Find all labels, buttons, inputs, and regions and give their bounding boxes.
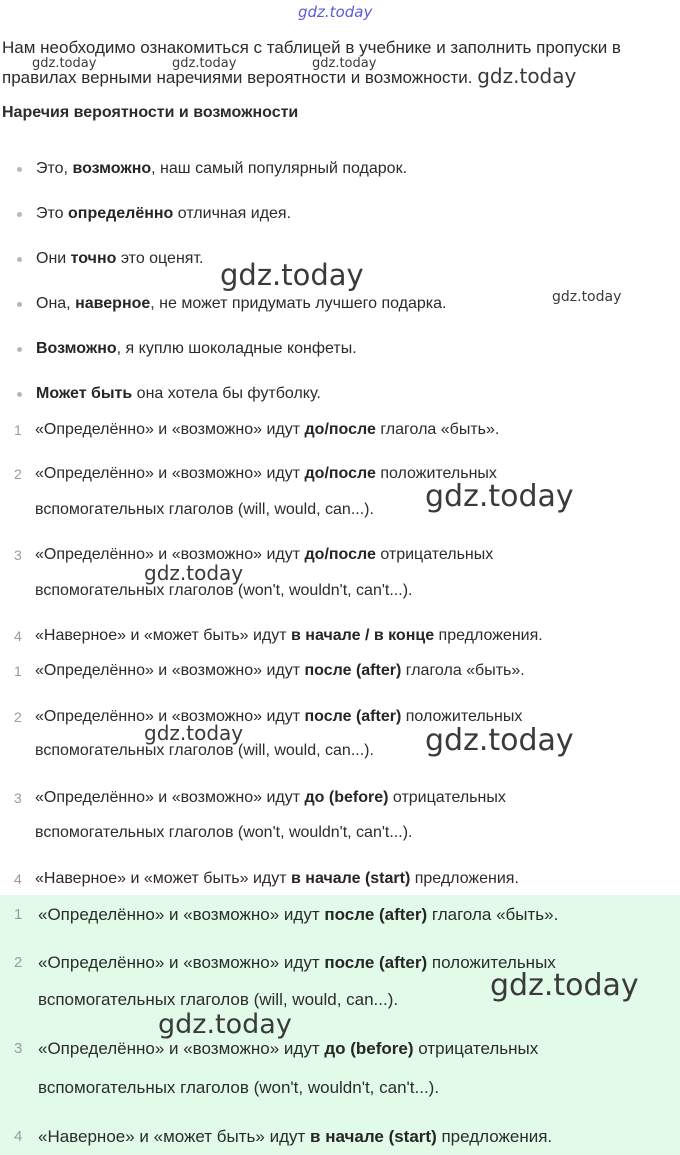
watermark-medium-1: gdz.today bbox=[144, 561, 244, 585]
watermark-large-3: gdz.today bbox=[425, 723, 574, 758]
bullet-dot-icon bbox=[17, 257, 22, 262]
watermark-top: gdz.today bbox=[298, 3, 373, 21]
answer-box: 1 «Определённо» и «возможно» идут после (after) глагола «быть». 2 «Определённо» и «возможно» идут после (after) положительных вспомогательных глаголов (will, would, can...). 3 «Определённо» и «возможно» идут до (before) отрицательных вспомогательных глаголов (won't, wouldn't, can't...). 4 «Наверное» и «может быть» идут в начале (start) предложения. bbox=[0, 895, 680, 1155]
bullet-dot-icon bbox=[17, 302, 22, 307]
watermark-medium-2: gdz.today bbox=[144, 721, 244, 745]
bullet-dot-icon bbox=[17, 392, 22, 397]
watermark-large-5: gdz.today bbox=[158, 1009, 292, 1040]
watermark-small-4: gdz.today bbox=[552, 289, 622, 305]
watermark-large-2: gdz.today bbox=[425, 479, 574, 514]
section-heading: Наречия вероятности и возможности bbox=[2, 104, 299, 121]
watermark-inline: gdz.today bbox=[477, 64, 577, 88]
intro-line-1: Нам необходимо ознакомиться с таблицей в учебнике и заполнить пропуски в bbox=[2, 38, 621, 57]
solution-page: gdz.today Нам необходимо ознакомиться с таблицей в учебнике и заполнить пропуски в правилах верными наречиями вероятности и возможности. gdz.today gdz.today gdz.today gdz.today Наречия вероятности и возможности Это, возможно, наш самый популярный подарок. Это определённо отличная идея. Они точно это оценят. Она, наверное, не может придумать лучшего подарка. Возможно, я куплю шоколадные конфеты. Может быть она хотела бы футболку. gdz.today gdz.today 1 «Определённо» и «возможно» идут до/после глагола «быть». 2 «Определённо» и «возможно» идут до/после положительных вспомогательных глаголов (will, would, can...). 3 «Определённо» и «возможно» идут до/после отрицательных вспомогательных глаголов (won't, wouldn't, can't...). 4 «Наверное» и «может быть» идут в начале / в конце предложения. gdz.today gdz.today 1 «Определённо» и «возможно» идут после (after) глагола «быть». 2 «Определённо» и «возможно» идут после (after) положительных вспомогательных глаголов (will, would, can...). 3 «Определённо» и «возможно» идут до (before) отрицательных вспомогательных глаголов (won't, wouldn't, can't...). 4 «Наверное» и «может быть» идут в начале (start) предложения. gdz.today gdz.today 1 «Определённо» и «возможно» идут после (after) глагола «быть». 2 «Определённо» и «возможно» идут после (after) положительных вспомогательных глаголов (will, would, can...). 3 «Определённо» и «возможно» идут до (before) отрицательных вспомогательных глаголов (won't, wouldn't, can't...). 4 «Наверное» и «может быть» идут в начале (start) предложения. gdz.today gdz.today bbox=[0, 0, 680, 1155]
bullet-dot-icon bbox=[17, 212, 22, 217]
watermark-small-1: gdz.today bbox=[32, 56, 97, 71]
watermark-large-1: gdz.today bbox=[220, 258, 364, 292]
bullet-dot-icon bbox=[17, 167, 22, 172]
watermark-small-2: gdz.today bbox=[172, 56, 237, 71]
bullet-dot-icon bbox=[17, 347, 22, 352]
watermark-large-4: gdz.today bbox=[490, 968, 639, 1003]
watermark-small-3: gdz.today bbox=[312, 56, 377, 71]
intro-line-2: правилах верными наречиями вероятности и возможности. gdz.today bbox=[2, 64, 577, 88]
